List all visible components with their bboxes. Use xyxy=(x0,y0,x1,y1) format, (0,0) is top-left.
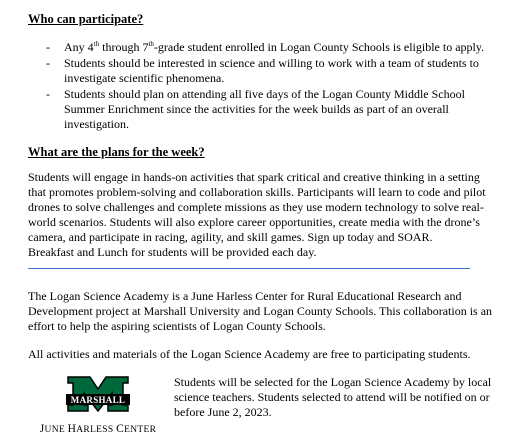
plans-heading: What are the plans for the week? xyxy=(28,145,205,159)
meals-paragraph: Breakfast and Lunch for students will be provided each day. xyxy=(28,245,317,259)
logo-subtitle: JUNE HARLESS CENTER xyxy=(39,423,157,435)
list-item: - Students should plan on attending all five days of the Logan County Middle School Summer Enrichment since the activities for the week builds as part of an overall investigation. xyxy=(46,87,465,131)
list-item: - Students should be interested in science and willing to work with a team of students to investigate scientific phenomena. xyxy=(46,56,479,85)
dash-bullet-icon: - xyxy=(46,87,50,101)
participate-heading: Who can participate? xyxy=(28,12,144,26)
academy-paragraph: The Logan Science Academy is a June Harless Center for Rural Educational Research and Development project at Marshall University and Logan County Schools. This collaboration is an effort to help the aspiring scientists of Logan County Schools. xyxy=(28,289,493,333)
participate-list xyxy=(46,40,501,133)
dash-bullet-icon: - xyxy=(46,40,50,54)
marshall-wordmark: MARSHALL xyxy=(70,395,126,405)
dash-bullet-icon: - xyxy=(46,56,50,70)
divider xyxy=(28,268,470,269)
plans-paragraph: Students will engage in hands-on activities that spark critical and creative thinking in a setting that promotes problem-solving and collaboration skills. Participants will learn to code and pilot drones to solve challenges and complete missions as they use modern technology to solve real-world scenarios. Students will also explore career opportunities, create media with the drone’s camera, and participate in racing, agility, and skill games. Sign up today and SOAR. xyxy=(28,170,486,244)
free-paragraph: All activities and materials of the Logan Science Academy are free to participating students. xyxy=(28,347,471,361)
list-item: - Any 4th through 7th-grade student enrolled in Logan County Schools is eligible to apply. xyxy=(46,40,485,54)
marshall-m-logo-icon xyxy=(28,375,168,423)
june-harless-center-logo xyxy=(28,375,168,441)
selection-paragraph: Students will be selected for the Logan Science Academy by local science teachers. Students selected to attend will be notified on or before June 2, 2023. xyxy=(174,375,492,419)
